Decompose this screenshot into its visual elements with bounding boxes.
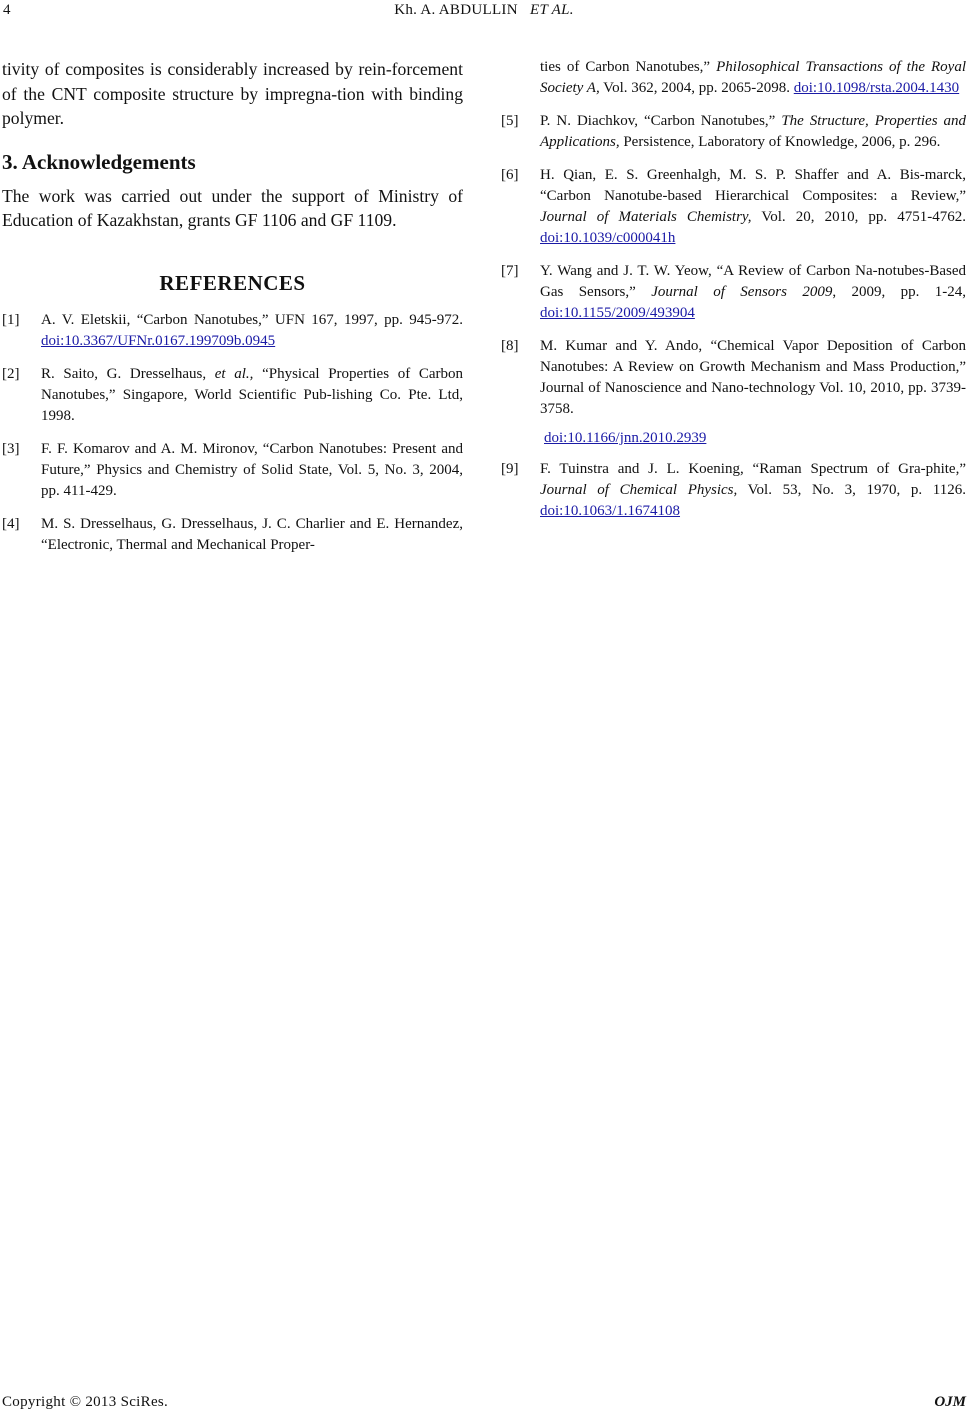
reference-italic: Philosophical Transactions of the Royal Society A,: [540, 59, 966, 96]
reference-number: [7]: [501, 263, 519, 279]
reference-text: Y. Wang and J. T. W. Yeow, “A Review of Carbon Na-notubes-Based Gas Sensors,”: [540, 263, 966, 300]
acknowledgements-heading: 3. Acknowledgements: [2, 149, 196, 174]
reference-doi-link[interactable]: doi:10.1098/rsta.2004.1430: [793, 80, 960, 96]
intro-paragraph: tivity of composites is considerably increased by rein-forcement of the CNT composite structure by impregna-tion with binding polymer.: [2, 59, 463, 128]
left-column: [2, 57, 463, 556]
reference-text: F. F. Komarov and A. M. Mironov, “Carbon Nanotubes: Present and Future,” Physics and Chemistry of Solid State, Vol. 5, No. 3, 2004, pp. 411-429.: [41, 440, 463, 499]
reference-number: [8]: [501, 338, 519, 354]
reference-text: R. Saito, G. Dresselhaus,: [41, 365, 215, 382]
reference-number: [1]: [2, 311, 20, 328]
reference-number: [3]: [2, 440, 20, 457]
reference-number: [4]: [2, 515, 20, 532]
reference-italic: The Structure, Properties and Applications,: [540, 113, 966, 150]
reference-number: [5]: [501, 113, 519, 129]
running-head-authors: Kh. A. ABDULLIN: [394, 2, 518, 18]
reference-italic: et al.,: [214, 365, 254, 382]
reference-text: , 2009, pp. 1-24,: [832, 284, 967, 300]
footer-copyright: Copyright © 2013 SciRes.: [2, 1394, 169, 1410]
page-number: 4: [3, 2, 11, 18]
reference-1: [2, 310, 463, 352]
reference-number: [9]: [501, 461, 519, 477]
reference-text: Vol. 20, 2010, pp. 4751-4762.: [751, 209, 966, 225]
reference-6: [501, 165, 966, 249]
reference-8: [501, 336, 966, 449]
reference-4: [2, 514, 463, 556]
reference-italic: Journal of Chemical Physics,: [540, 482, 738, 498]
reference-text: Vol. 362, 2004, pp. 2065-2098.: [599, 80, 794, 96]
reference-5: [501, 111, 966, 153]
references-title: REFERENCES: [159, 270, 306, 295]
reference-doi-link[interactable]: doi:10.3367/UFNr.0167.199709b.0945: [41, 332, 276, 349]
reference-9: [501, 459, 966, 522]
reference-text: A. V. Eletskii, “Carbon Nanotubes,” UFN 167, 1997, pp. 945-972.: [41, 311, 463, 328]
reference-number: [6]: [501, 167, 519, 183]
acknowledgements-paragraph: The work was carried out under the support of Ministry of Education of Kazakhstan, grants GF 1106 and GF 1109.: [2, 185, 463, 230]
reference-text: “Physical Properties of Carbon Nanotubes,” Singapore, World Scientific Pub-lishing Co. Pte. Ltd, 1998.: [41, 365, 463, 424]
reference-text: ties of Carbon Nanotubes,”: [540, 59, 717, 75]
reference-text: H. Qian, E. S. Greenhalgh, M. S. P. Shaffer and A. Bis-marck, “Carbon Nanotube-based Hierarchical Composites: a Review,”: [540, 167, 966, 204]
footer-journal: OJM: [934, 1394, 966, 1410]
reference-text: P. N. Diachkov, “Carbon Nanotubes,”: [540, 113, 782, 129]
reference-italic: Journal of Sensors 2009: [651, 284, 833, 300]
reference-2: [2, 364, 463, 427]
reference-text: M. Kumar and Y. Ando, “Chemical Vapor Deposition of Carbon Nanotubes: A Review on Growth Mechanism and Mass Production,” Journal of Nanoscience and Nano-technology Vol. 10, 2010, pp. 3739-3758.: [540, 338, 966, 417]
reference-number: [2]: [2, 365, 20, 382]
reference-text: Persistence, Laboratory of Knowledge, 2006, p. 296.: [619, 134, 941, 150]
reference-doi-link[interactable]: doi:10.1063/1.1674108: [540, 503, 681, 519]
reference-4-continued: [501, 57, 966, 99]
running-head-et-al: ET AL.: [530, 2, 574, 18]
reference-doi-link[interactable]: doi:10.1155/2009/493904: [540, 305, 695, 321]
reference-doi-link[interactable]: doi:10.1039/c000041h: [540, 230, 676, 246]
reference-doi-link[interactable]: doi:10.1166/jnn.2010.2939: [544, 430, 707, 446]
reference-italic: Journal of Materials Chemistry,: [540, 209, 752, 225]
reference-7: [501, 261, 966, 324]
reference-3: [2, 439, 463, 502]
right-column: [501, 57, 966, 522]
reference-text: F. Tuinstra and J. L. Koening, “Raman Spectrum of Gra-phite,”: [540, 461, 966, 477]
reference-text: Vol. 53, No. 3, 1970, p. 1126.: [737, 482, 966, 498]
running-head: [0, 2, 968, 19]
reference-text: M. S. Dresselhaus, G. Dresselhaus, J. C. Charlier and E. Hernandez, “Electronic, Thermal and Mechanical Proper-: [41, 515, 463, 553]
